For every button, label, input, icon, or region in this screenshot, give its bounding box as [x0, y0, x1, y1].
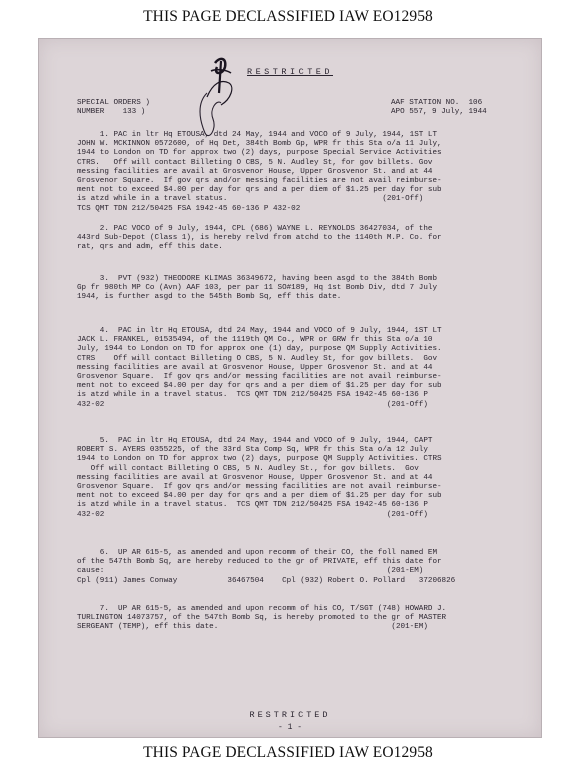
paragraph-1: 1. PAC in ltr Hq ETOUSA, dtd 24 May, 1944 and VOCO of 9 July, 1944, 1ST LT JOHN W. MCKINNON 0572600, of Hq Det, 384th Bomb Gp, WPR fr this Sta o/a 11 July, 1944 to London on TD for approx two (2) days, purpose Special Service Activities CTRS. Off will contact Billeting O CBS, 5 N. Audley St, for gov billets. Gov messing facilities are avail at Grosvenor House, Upper Grosvenor St. and at 44 Grosvenor Square. If gov qrs and/or messing facilities are not avail reimburse- ment not to exceed $4.00 per day for qrs and a per diem of $1.25 per day for sub is atzd while in a travel status. (201-Off) TCS QMT TDN 212/50425 FSA 1942-45 60-136 P 432-02	[77, 131, 442, 213]
paragraph-6: 6. UP AR 615-5, as amended and upon recomm of their CO, the foll named EM of the 547th Bomb Sq, are hereby reduced to the gr of PRIVATE, eff this date for cause: (201-EM) Cpl (911) James Conway 36467504 Cpl (932) Robert O. Pollard 37206826	[77, 549, 456, 585]
document-page	[38, 38, 542, 738]
page-number: - 1 -	[277, 723, 302, 732]
declassification-banner-top: THIS PAGE DECLASSIFIED IAW EO12958	[143, 8, 433, 25]
classification-top: RESTRICTED	[246, 67, 333, 77]
declassification-banner-bottom: THIS PAGE DECLASSIFIED IAW EO12958	[143, 744, 433, 761]
paragraph-7: 7. UP AR 615-5, as amended and upon recomm of his CO, T/SGT (748) HOWARD J. TURLINGTON 14073757, of the 547th Bomb Sq, is hereby promoted to the gr of MASTER SERGEANT (TEMP), eff this date. (201-EM)	[77, 605, 447, 632]
classification-bottom: RESTRICTED	[249, 710, 331, 720]
station-header: AAF STATION NO. 106 APO 557, 9 July, 1944	[391, 99, 487, 117]
paragraph-4: 4. PAC in ltr Hq ETOUSA, dtd 24 May, 1944 and VOCO of 9 July, 1944, 1ST LT JACK L. FRANKEL, 01535494, of the 1119th QM Co., WPR or GRW fr this Sta o/a 10 July, 1944 to London on TD for approx one (1) day, purpose QM Supply Activities. CTRS Off will contact Billeting O CBS, 5 N. Audley St, for gov billets. Gov messing facilities are avail at Grosvenor House, Upper Grosvenor St. and at 44 Grosvenor Square. If gov qrs and/or messing facilities are not avail reimburse- ment not to exceed $4.00 per day for qrs and a per diem of $1.25 per day for sub is atzd while in a travel status. TCS QMT TDN 212/50425 FSA 1942-45 60-136 P 432-02 (201-Off)	[77, 327, 442, 409]
special-orders-header: SPECIAL ORDERS ) NUMBER 133 )	[77, 99, 150, 117]
paragraph-5: 5. PAC in ltr Hq ETOUSA, dtd 24 May, 1944 and VOCO of 9 July, 1944, CAPT ROBERT S. AYERS 0355225, of the 33rd Sta Comp Sq, WPR fr this Sta o/a 12 July 1944 to London on TD for approx two (2) days, purpose QM Supply Activities. CTRS Off will contact Billeting O CBS, 5 N. Audley St., for gov billets. Gov messing facilities are avail at Grosvenor House, Upper Grosvenor St. and at 44 Grosvenor Square. If gov qrs and/or messing facilities are not avail reimburse- ment not to exceed $4.00 per day for qrs and a per diem of $1.25 per day for sub is atzd while in a travel status. TCS QMT TDN 212/50425 FSA 1942-45 60-136 P 432-02 (201-Off)	[77, 437, 442, 519]
paragraph-3: 3. PVT (932) THEODORE KLIMAS 36349672, having been asgd to the 384th Bomb Gp fr 980th MP Co (Avn) AAF 103, per par 11 SO#189, Hq 1st Bomb Div, dtd 7 July 1944, is further asgd to the 545th Bomb Sq, eff this date.	[77, 275, 438, 302]
paragraph-2: 2. PAC VOCO of 9 July, 1944, CPL (686) WAYNE L. REYNOLDS 36427034, of the 443rd Sub-Depot (Class 1), is hereby relvd from atchd to the 1140th M.P. Co. for rat, qrs and adm, eff this date.	[77, 225, 442, 252]
